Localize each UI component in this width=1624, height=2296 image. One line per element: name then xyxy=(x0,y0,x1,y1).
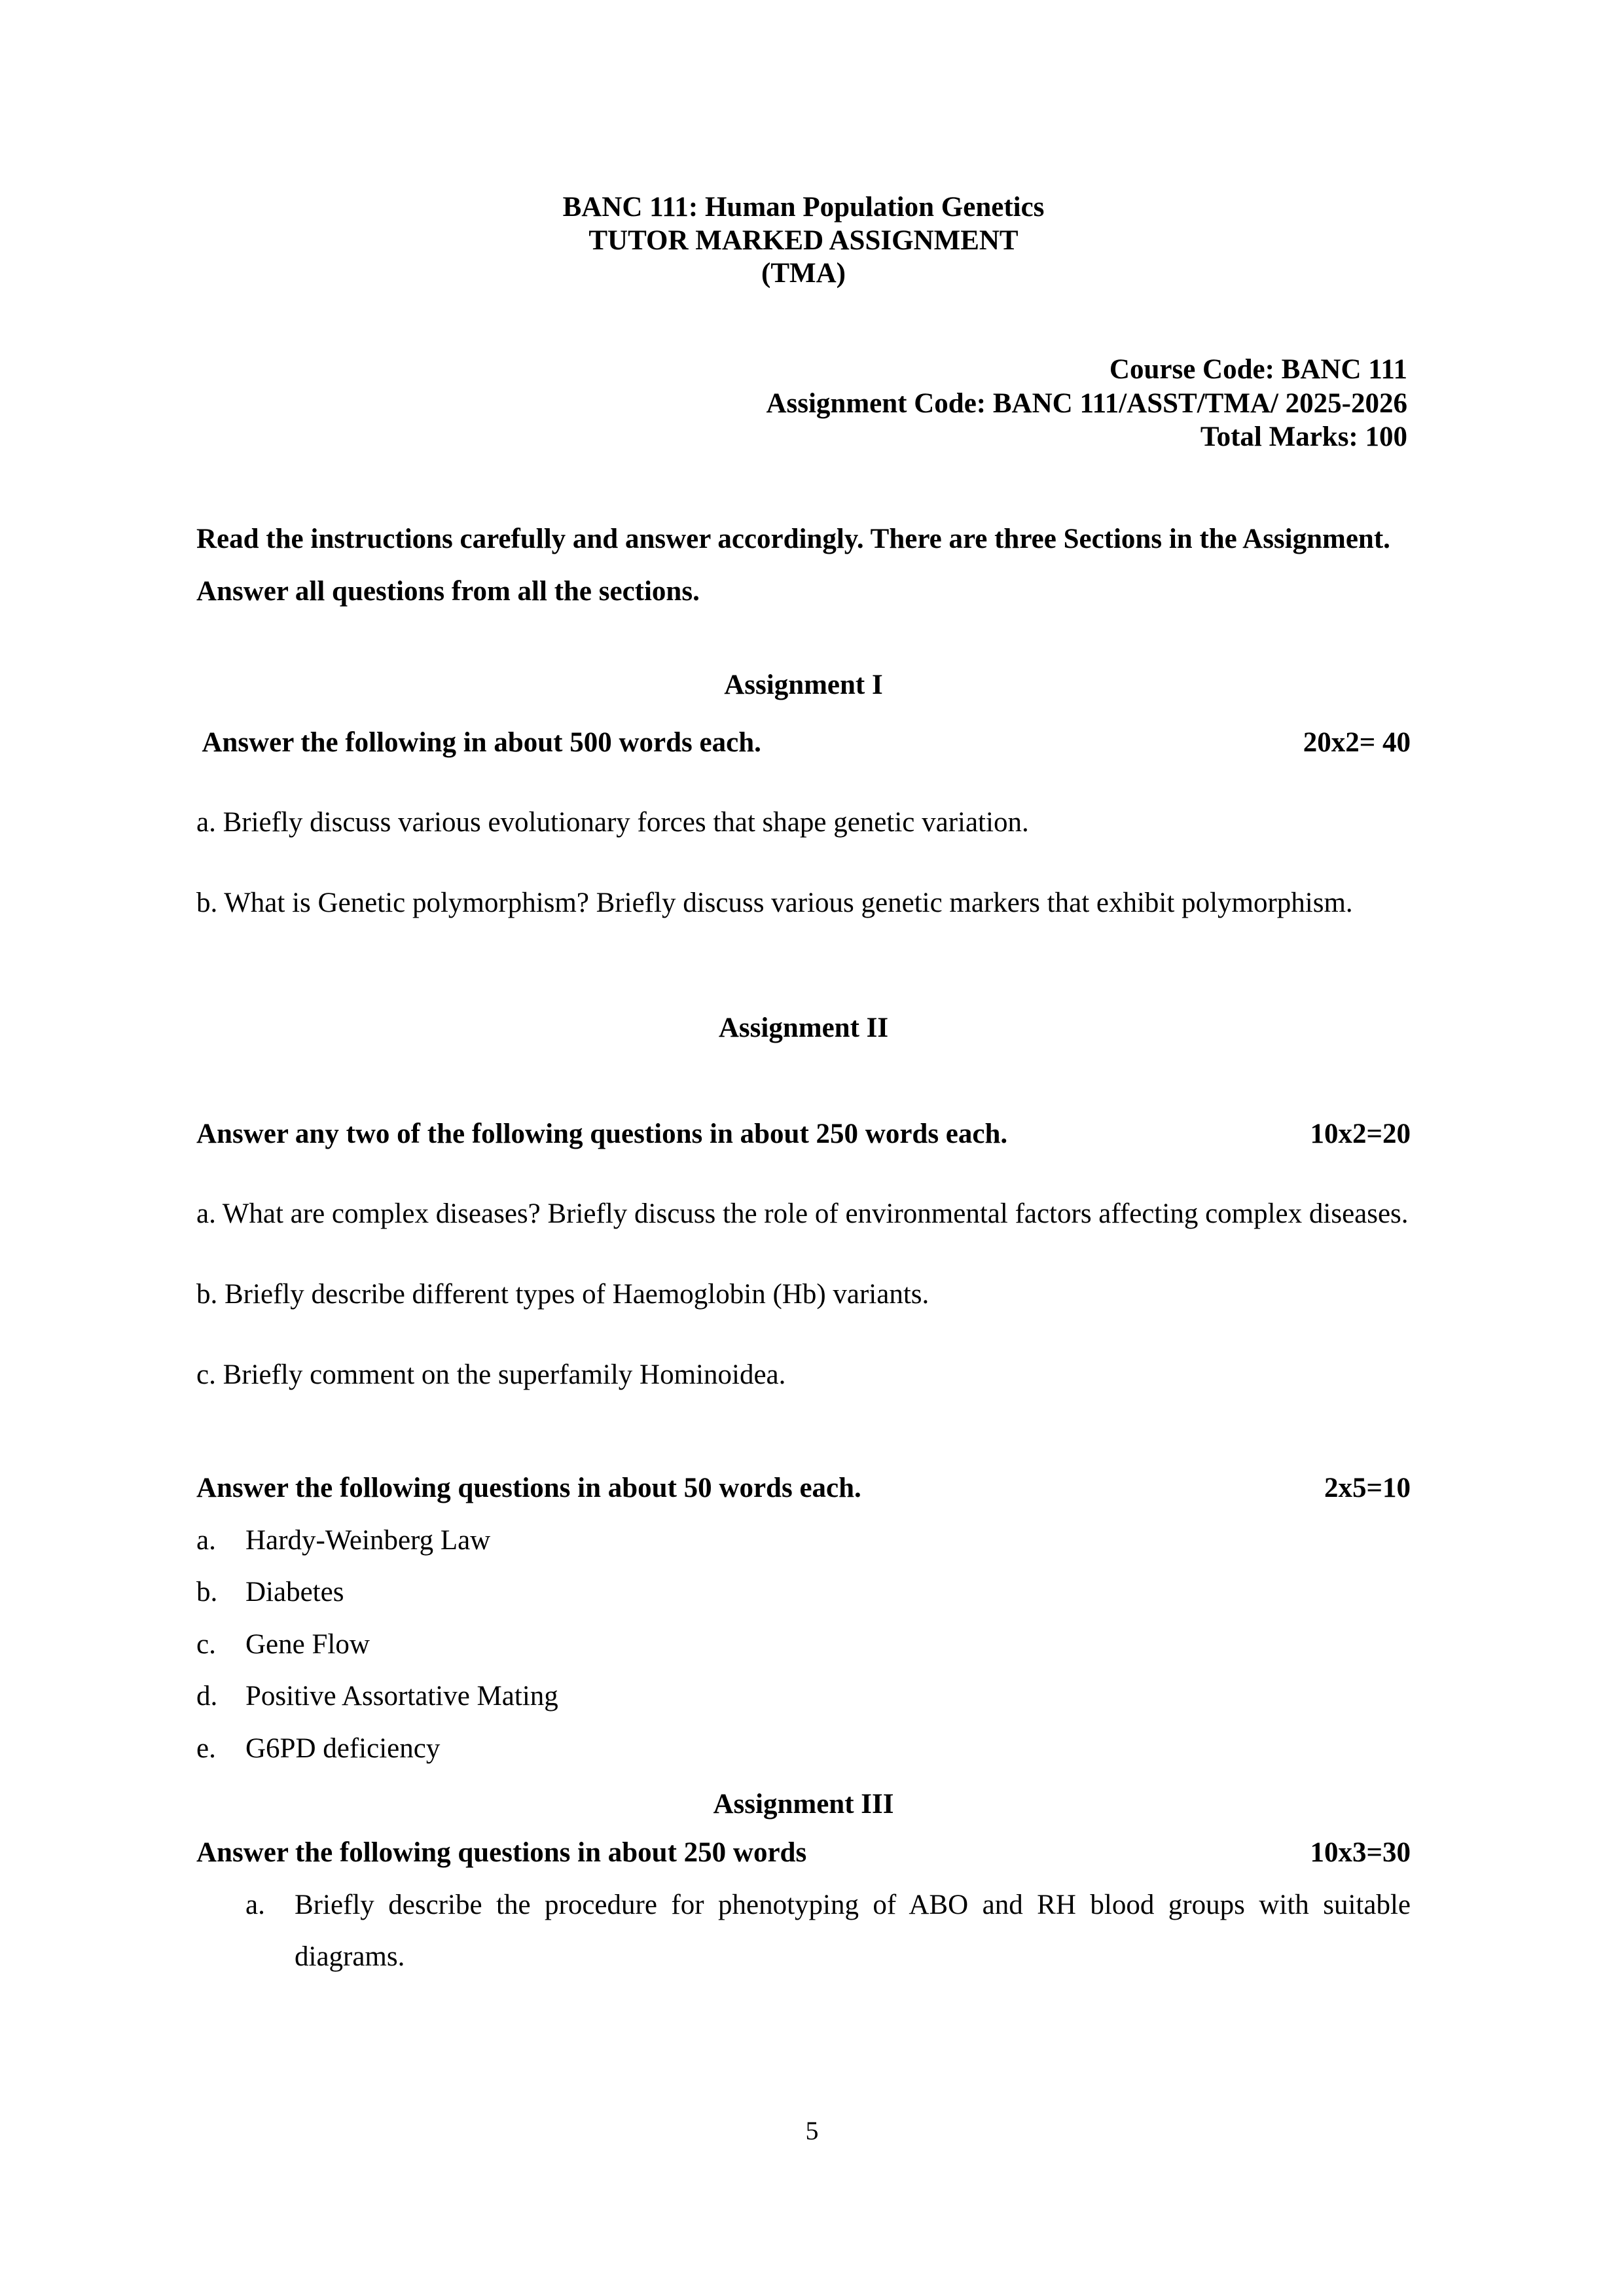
assignment-1-question-b: b. What is Genetic polymorphism? Briefly discuss various genetic markers that exhibit polymorphism. xyxy=(196,887,1353,918)
title-line-course: BANC 111: Human Population Genetics xyxy=(562,192,1045,223)
course-code: Course Code: BANC 111 xyxy=(1109,354,1407,386)
list-item xyxy=(196,1670,1411,1723)
assignment-2-question-c: c. Briefly comment on the superfamily Hominoidea. xyxy=(196,1359,786,1390)
list-item-marker: e. xyxy=(196,1732,216,1764)
assignment-2-question-a: a. What are complex diseases? Briefly discuss the role of environmental factors affecting complex diseases. xyxy=(196,1198,1409,1230)
assignment-code: Assignment Code: BANC 111/ASST/TMA/ 2025-2026 xyxy=(766,387,1407,419)
list-item-marker: a. xyxy=(196,1524,216,1556)
list-item xyxy=(196,1566,1411,1619)
list-item xyxy=(245,1879,1411,2036)
assignment-2-question-b: b. Briefly describe different types of Haemoglobin (Hb) variants. xyxy=(196,1279,929,1310)
assignment-1-prompt-row xyxy=(196,717,1422,769)
assignment-2-short-prompt: Answer the following questions in about 50 words each. xyxy=(196,1473,861,1504)
assignment-2-marks: 10x2=20 xyxy=(1310,1118,1411,1149)
list-item-text: Gene Flow xyxy=(245,1628,370,1660)
list-item xyxy=(196,1723,1411,1775)
list-item-text: G6PD deficiency xyxy=(245,1732,441,1764)
assignment-3-marks: 10x3=30 xyxy=(1310,1837,1411,1868)
assignment-1-prompt: Answer the following in about 500 words each. xyxy=(196,726,761,758)
instructions-paragraph: Read the instructions carefully and answer accordingly. There are three Sections in the Assignment. Answer all questions from all the sections. xyxy=(196,523,1390,607)
assignment-3-items xyxy=(196,1879,1411,2036)
list-item-text: Briefly describe the procedure for phenotyping of ABO and RH blood groups with suitable diagrams. xyxy=(295,1889,1411,1973)
assignment-1-heading: Assignment I xyxy=(724,670,883,701)
course-info-block xyxy=(196,353,1411,454)
title-line-tma-abbr: (TMA) xyxy=(761,258,846,289)
title-line-tma: TUTOR MARKED ASSIGNMENT xyxy=(588,224,1019,256)
page-number: 5 xyxy=(805,2116,819,2145)
list-item-marker: a. xyxy=(245,1889,265,1920)
list-item-text: Hardy-Weinberg Law xyxy=(245,1524,491,1556)
page-content xyxy=(196,0,1411,2035)
assignment-2-short-prompt-row xyxy=(196,1462,1438,1515)
list-item-marker: d. xyxy=(196,1681,218,1712)
assignment-3-prompt-row xyxy=(196,1827,1429,1879)
list-item xyxy=(196,1515,1411,1567)
assignment-3-prompt: Answer the following questions in about 250 words xyxy=(196,1837,807,1868)
list-item-text: Positive Assortative Mating xyxy=(245,1681,558,1712)
list-item-marker: b. xyxy=(196,1577,218,1608)
assignment-2-heading: Assignment II xyxy=(718,1013,889,1044)
list-item xyxy=(196,1619,1411,1671)
list-item-text: Diabetes xyxy=(245,1577,344,1608)
assignment-2-prompt: Answer any two of the following questions in about 250 words each. xyxy=(196,1118,1008,1149)
assignment-2-prompt-row xyxy=(196,1108,1429,1160)
document-title xyxy=(196,191,1411,291)
assignment-2-short-marks: 2x5=10 xyxy=(1324,1473,1411,1504)
list-item-marker: c. xyxy=(196,1628,216,1660)
assignment-2-short-items xyxy=(196,1515,1411,1775)
assignment-1-marks: 20x2= 40 xyxy=(1303,726,1411,758)
assignment-1-question-a: a. Briefly discuss various evolutionary forces that shape genetic variation. xyxy=(196,807,1029,838)
total-marks: Total Marks: 100 xyxy=(1200,422,1407,453)
assignment-3-heading: Assignment III xyxy=(713,1789,894,1820)
